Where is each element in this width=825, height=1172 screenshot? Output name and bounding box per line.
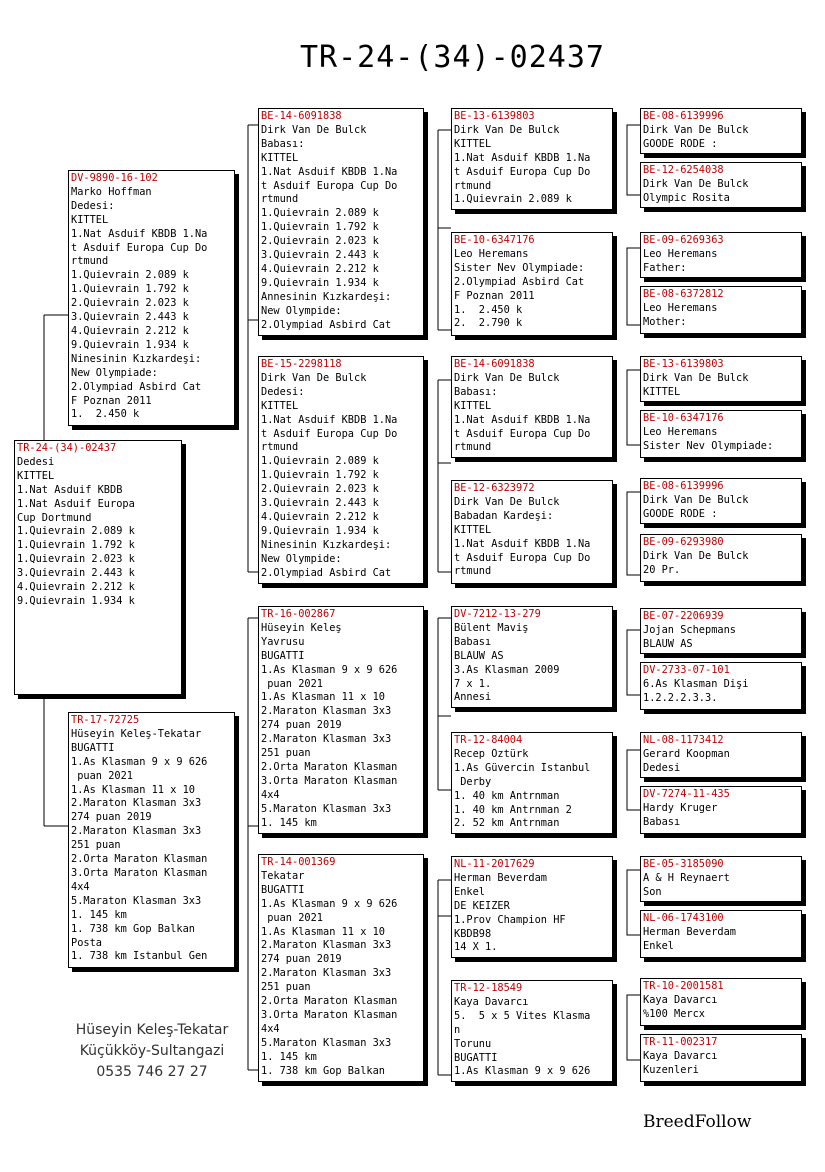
pedigree-line: 1.Nat Asduif KBDB (17, 483, 123, 496)
pedigree-line: 2.Maraton Klasman 3x3 (71, 825, 202, 838)
pedigree-line: Ninesinin Kızkardeşi: (71, 352, 202, 365)
g15-card[interactable] (640, 978, 802, 1026)
pedigree-line: Recep Öztürk (454, 747, 529, 760)
pedigree-line: Hüseyin Keleş-Tekatar (71, 727, 202, 740)
pedigree-line: 5. 5 x 5 Vites Klasma (454, 1009, 591, 1022)
breeder-phone: 0535 746 27 27 (96, 1064, 208, 1080)
g3-card[interactable] (640, 232, 802, 278)
pedigree-line: Sister Nev Olympiade: (643, 439, 774, 452)
pedigree-line: Dirk Van De Bulck (261, 123, 367, 136)
pedigree-line: 2.Maraton Klasman 3x3 (71, 797, 202, 810)
pedigree-line: Derby (454, 775, 492, 788)
pedigree-line: 6.As Klasman Dişi (643, 677, 749, 690)
ring-number: BE-13-6139803 (454, 110, 535, 122)
pedigree-line: 2.Maraton Klasman 3x3 (261, 939, 392, 952)
ring-number: BE-10-6347176 (454, 234, 535, 246)
pedigree-line: Mother: (643, 315, 687, 328)
pedigree-line: Dirk Van De Bulck (454, 371, 560, 384)
g8-card[interactable] (640, 534, 802, 582)
pedigree-line: Hüseyin Keleş (261, 621, 342, 634)
pedigree-line: puan 2021 (261, 677, 323, 690)
pedigree-line: 251 puan (261, 981, 311, 994)
pedigree-line: Dedesi (17, 455, 55, 468)
ring-number: BE-08-6139996 (643, 480, 724, 492)
pedigree-line: t Asduif Europa Cup Do (261, 179, 398, 192)
dss-card[interactable] (451, 606, 613, 708)
pedigree-line: 1.Prov Champion HF (454, 913, 566, 926)
sss-card[interactable] (451, 108, 613, 210)
pedigree-line: F Poznan 2011 (454, 289, 535, 302)
ring-number: BE-12-6323972 (454, 482, 535, 494)
sire-sire-card[interactable] (258, 108, 424, 336)
sire-card[interactable] (68, 170, 235, 426)
pedigree-line: 14 X 1. (454, 941, 498, 954)
pedigree-line: 1.Quievrain 2.089 k (71, 269, 189, 282)
g7-card[interactable] (640, 478, 802, 524)
pedigree-line: n (454, 1023, 461, 1036)
pedigree-line: Herman Beverdam (454, 871, 547, 884)
ring-number: BE-05-3185090 (643, 858, 724, 870)
g13-card[interactable] (640, 856, 802, 902)
ring-number: BE-14-6091838 (454, 358, 535, 370)
pedigree-line: t Asduif Europa Cup Do (261, 427, 398, 440)
pedigree-line: Hardy Kruger (643, 801, 718, 814)
pedigree-line: Tekatar (261, 869, 305, 882)
pedigree-line: KITTEL (17, 469, 55, 482)
sdd-card[interactable] (451, 480, 613, 584)
pedigree-line: Enkel (643, 939, 674, 952)
pedigree-line: 2.Olympiad Asbird Cat (454, 275, 585, 288)
pedigree-line: 3.Orta Maraton Klasman (71, 866, 208, 879)
ring-number: TR-10-2001581 (643, 980, 724, 992)
pedigree-line: Annesi (454, 691, 492, 704)
ring-number: BE-12-6254038 (643, 164, 724, 176)
pedigree-line: 2.Orta Maraton Klasman (261, 995, 398, 1008)
pedigree-line: 1. 145 km (71, 908, 127, 921)
pedigree-line: Bülent Maviş (454, 621, 529, 634)
pedigree-line: Herman Beverdam (643, 925, 736, 938)
ddd-card[interactable] (451, 980, 613, 1082)
pedigree-line: BUGATTİ (261, 883, 305, 896)
ring-number: TR-12-84004 (454, 734, 523, 746)
pedigree-line: BUGATTİ (454, 1051, 498, 1064)
pedigree-line: 274 puan 2019 (261, 719, 342, 732)
pedigree-line: 274 puan 2019 (71, 811, 152, 824)
pedigree-line: Father: (643, 261, 687, 274)
pedigree-line: 1.Quievrain 2.023 k (17, 553, 135, 566)
ring-number: DV-9890-16-102 (71, 172, 158, 184)
pedigree-line: Kuzenleri (643, 1063, 699, 1076)
ring-number: BE-07-2206939 (643, 610, 724, 622)
subject-pigeon-card[interactable] (14, 440, 182, 695)
pedigree-line: Posta (71, 936, 102, 949)
ring-number: BE-13-6139803 (643, 358, 724, 370)
pedigree-line: t Asduif Europa Cup Do (71, 241, 208, 254)
pedigree-line: 3.Quievrain 2.443 k (261, 497, 379, 510)
pedigree-line: 1.Quievrain 2.089 k (261, 207, 379, 220)
pedigree-line: 1.Quievrain 2.089 k (17, 525, 135, 538)
g10-card[interactable] (640, 662, 802, 710)
pedigree-line: 1.Quievrain 2.089 k (454, 193, 572, 206)
pedigree-line: Dirk Van De Bulck (643, 177, 749, 190)
pedigree-line: Dedesi: (261, 385, 305, 398)
pedigree-line: Dirk Van De Bulck (454, 495, 560, 508)
ring-number: BE-15-2298118 (261, 358, 342, 370)
pedigree-line: 5.Maraton Klasman 3x3 (261, 802, 392, 815)
ring-number: BE-10-6347176 (643, 412, 724, 424)
pedigree-line: 1. 738 km İstanbul Gen (71, 950, 208, 963)
pedigree-line: 9.Quievrain 1.934 k (71, 338, 189, 351)
pedigree-line: 3.Quievrain 2.443 k (71, 311, 189, 324)
pedigree-line: 1.As Klasman 11 x 10 (261, 925, 385, 938)
g1-card[interactable] (640, 108, 802, 154)
pedigree-line: Dirk Van De Bulck (643, 123, 749, 136)
pedigree-line: Gerard Koopman (643, 747, 730, 760)
pedigree-line: 1.Nat Asduif KBDB 1.Na (261, 413, 398, 426)
pedigree-line: 3.As Klasman 2009 (454, 663, 560, 676)
ring-number: TR-11-002317 (643, 1036, 718, 1048)
pedigree-line: 3.Orta Maraton Klasman (261, 1008, 398, 1021)
pedigree-line: A & H Reynaert (643, 871, 730, 884)
g2-card[interactable] (640, 162, 802, 208)
pedigree-line: 5.Maraton Klasman 3x3 (261, 1036, 392, 1049)
pedigree-line: 1. 738 km Gop Balkan (71, 922, 195, 935)
sds-card[interactable] (451, 356, 613, 458)
pedigree-line: 2. 2.790 k (454, 317, 523, 330)
pedigree-line: 4x4 (261, 1022, 280, 1035)
pedigree-line: Kaya Davarcı (643, 1049, 718, 1062)
pedigree-line: KITTEL (454, 399, 492, 412)
pedigree-line: Yavrusu (261, 635, 305, 648)
pedigree-line: 1. 40 km Antrnman 2 (454, 803, 572, 816)
pedigree-line: 2.Quievrain 2.023 k (261, 483, 379, 496)
pedigree-line: 3.Orta Maraton Klasman (261, 774, 398, 787)
pedigree-line: Olympic Rosita (643, 191, 730, 204)
pedigree-line: Marko Hoffman (71, 185, 152, 198)
pedigree-line: Leo Heremans (454, 247, 529, 260)
pedigree-line: 4.Quievrain 2.212 k (261, 262, 379, 275)
pedigree-line: KITTEL (454, 523, 492, 536)
pedigree-line: 1.As Klasman 9 x 9 626 (261, 897, 398, 910)
g6-card[interactable] (640, 410, 802, 458)
pedigree-line: 2.Olympiad Asbird Cat (261, 318, 392, 331)
pedigree-line: Babası (643, 815, 681, 828)
pedigree-line: Annesinin Kızkardeşi: (261, 290, 392, 303)
ring-number: BE-08-6372812 (643, 288, 724, 300)
g16-card[interactable] (640, 1034, 802, 1082)
pedigree-line: rtmund (261, 193, 299, 206)
pedigree-line: KBDB98 (454, 927, 492, 940)
pedigree-line: DE KEIZER (454, 899, 510, 912)
pedigree-line: GOODE RODE : (643, 137, 718, 150)
pedigree-line: BUGATTİ (71, 741, 115, 754)
pedigree-line: 1. 2.450 k (71, 408, 140, 421)
dsd-card[interactable] (451, 732, 613, 834)
pedigree-line: t Asduif Europa Cup Do (454, 551, 591, 564)
pedigree-line: Dirk Van De Bulck (261, 371, 367, 384)
pedigree-line: New Olympide: (261, 304, 342, 317)
g4-card[interactable] (640, 286, 802, 334)
pedigree-line: 9.Quievrain 1.934 k (17, 594, 135, 607)
pedigree-line: Dirk Van De Bulck (454, 123, 560, 136)
pedigree-line: 1.As Klasman 9 x 9 626 (71, 755, 208, 768)
pedigree-line: KITTEL (71, 213, 109, 226)
pedigree-line: 20 Pr. (643, 563, 681, 576)
pedigree-line: 2.Olympiad Asbird Cat (71, 380, 202, 393)
ring-number: BE-14-6091838 (261, 110, 342, 122)
pedigree-line: 1.Quievrain 1.792 k (71, 283, 189, 296)
ring-number: BE-09-6269363 (643, 234, 724, 246)
pedigree-line: 2.Maraton Klasman 3x3 (261, 967, 392, 980)
ring-number: DV-7274-11-435 (643, 788, 730, 800)
pedigree-line: Kaya Davarcı (643, 993, 718, 1006)
ring-number: TR-16-002867 (261, 608, 336, 620)
pedigree-line: Dedesi: (71, 199, 115, 212)
pedigree-line: 1.As Klasman 9 x 9 626 (454, 1065, 591, 1078)
pedigree-line: Babadan Kardeşi: (454, 509, 554, 522)
pedigree-line: 1.2.2.2.3.3. (643, 691, 718, 704)
pedigree-line: Kaya Davarcı (454, 995, 529, 1008)
pedigree-line: 2.Maraton Klasman 3x3 (261, 705, 392, 718)
pedigree-line: 1.As Klasman 11 x 10 (71, 783, 195, 796)
pedigree-line: Sister Nev Olympiade: (454, 261, 585, 274)
pedigree-line: Leo Heremans (643, 247, 718, 260)
pedigree-line: 1. 145 km (261, 1050, 317, 1063)
pedigree-line: 2.Olympiad Asbird Cat (261, 566, 392, 579)
pedigree-line: rtmund (71, 255, 109, 268)
ring-number: BE-09-6293980 (643, 536, 724, 548)
pedigree-line: 7 x 1. (454, 677, 492, 690)
pedigree-line: New Olympiade: (71, 366, 158, 379)
sire-dam-card[interactable] (258, 356, 424, 584)
dam-card[interactable] (68, 712, 235, 968)
g11-card[interactable] (640, 732, 802, 778)
ring-number: DV-7212-13-279 (454, 608, 541, 620)
pedigree-line: Dirk Van De Bulck (643, 493, 749, 506)
g12-card[interactable] (640, 786, 802, 834)
pedigree-line: 1. 738 km Gop Balkan (261, 1064, 385, 1077)
g9-card[interactable] (640, 608, 802, 654)
pedigree-line: Jojan Schepmans (643, 623, 736, 636)
g14-card[interactable] (640, 910, 802, 958)
pedigree-line: 2. 52 km Antrnman (454, 817, 560, 830)
pedigree-line: KITTEL (261, 399, 299, 412)
pedigree-line: 1.Quievrain 1.792 k (261, 221, 379, 234)
pedigree-line: Dirk Van De Bulck (643, 549, 749, 562)
pedigree-line: puan 2021 (261, 911, 323, 924)
pedigree-line: 1.Quievrain 1.792 k (17, 539, 135, 552)
pedigree-line: 1.Nat Asduif KBDB 1.Na (71, 227, 208, 240)
dam-dam-card[interactable] (258, 854, 424, 1082)
pedigree-line: GOODE RODE : (643, 507, 718, 520)
pedigree-line: 4x4 (71, 880, 90, 893)
pedigree-line: rtmund (454, 179, 492, 192)
ring-number: DV-2733-07-101 (643, 664, 730, 676)
pedigree-line: puan 2021 (71, 769, 133, 782)
pedigree-line: 1.Quievrain 2.089 k (261, 455, 379, 468)
pedigree-line: 1.As Güvercin İstanbul (454, 761, 591, 774)
pedigree-line: 1.Nat Asduif KBDB 1.Na (454, 413, 591, 426)
pedigree-line: rtmund (454, 565, 492, 578)
pedigree-line: 1.As Klasman 9 x 9 626 (261, 663, 398, 676)
pedigree-line: Dedesi (643, 761, 681, 774)
dds-card[interactable] (451, 856, 613, 958)
pedigree-line: Babası: (454, 385, 498, 398)
breeder-contact (52, 1020, 252, 1083)
pedigree-line: 1.As Klasman 11 x 10 (261, 691, 385, 704)
pedigree-line: KITTEL (643, 385, 681, 398)
pedigree-line: 2.Maraton Klasman 3x3 (261, 733, 392, 746)
pedigree-line: 1.Quievrain 1.792 k (261, 469, 379, 482)
pedigree-line: t Asduif Europa Cup Do (454, 165, 591, 178)
pedigree-line: 9.Quievrain 1.934 k (261, 524, 379, 537)
pedigree-line: New Olympide: (261, 552, 342, 565)
pedigree-line: 251 puan (71, 839, 121, 852)
pedigree-line: KITTEL (454, 137, 492, 150)
pedigree-line: %100 Mercx (643, 1007, 705, 1020)
pedigree-line: t Asduif Europa Cup Do (454, 427, 591, 440)
pedigree-line: Torunu (454, 1037, 492, 1050)
ssd-card[interactable] (451, 232, 613, 336)
ring-number: NL-06-1743100 (643, 912, 724, 924)
pedigree-line: Enkel (454, 885, 485, 898)
pedigree-line: 4x4 (261, 788, 280, 801)
ring-number: TR-17-72725 (71, 714, 140, 726)
pedigree-line: BLAUW AS (454, 649, 504, 662)
breeder-name: Hüseyin Keleş-Tekatar (75, 1022, 229, 1038)
g5-card[interactable] (640, 356, 802, 402)
pedigree-line: 1. 40 km Antrnman (454, 789, 560, 802)
ring-number: NL-11-2017629 (454, 858, 535, 870)
pedigree-line: F Poznan 2011 (71, 394, 152, 407)
pedigree-line: Ninesinin Kızkardeşi: (261, 538, 392, 551)
pedigree-line: Cup Dortmund (17, 511, 92, 524)
pedigree-line: 2.Quievrain 2.023 k (261, 235, 379, 248)
pedigree-line: Leo Heremans (643, 425, 718, 438)
ring-number: NL-08-1173412 (643, 734, 724, 746)
pedigree-line: 2.Quievrain 2.023 k (71, 297, 189, 310)
breeder-location: Küçükköy-Sultangazi (79, 1043, 225, 1059)
pedigree-line: 4.Quievrain 2.212 k (17, 581, 135, 594)
pedigree-line: Babası: (261, 137, 305, 150)
pedigree-line: 4.Quievrain 2.212 k (261, 510, 379, 523)
pedigree-line: 3.Quievrain 2.443 k (261, 249, 379, 262)
pedigree-line: Dirk Van De Bulck (643, 371, 749, 384)
pedigree-line: BUGATTİ (261, 649, 305, 662)
brand-logo: BreedFollow (643, 1112, 752, 1132)
ring-number: TR-14-001369 (261, 856, 336, 868)
pedigree-line: 5.Maraton Klasman 3x3 (71, 894, 202, 907)
pedigree-line: rtmund (454, 441, 492, 454)
pedigree-line: 3.Quievrain 2.443 k (17, 567, 135, 580)
pedigree-line: Son (643, 885, 662, 898)
pedigree-line: 4.Quievrain 2.212 k (71, 324, 189, 337)
pedigree-line: 251 puan (261, 747, 311, 760)
ring-number: TR-24-(34)-02437 (17, 442, 117, 454)
ring-number: TR-12-18549 (454, 982, 523, 994)
pedigree-line: 1. 145 km (261, 816, 317, 829)
pedigree-line: 1.Nat Asduif KBDB 1.Na (261, 165, 398, 178)
pedigree-line: 2.Orta Maraton Klasman (261, 760, 398, 773)
pedigree-line: rtmund (261, 441, 299, 454)
dam-sire-card[interactable] (258, 606, 424, 834)
pedigree-line: 1. 2.450 k (454, 303, 523, 316)
ring-number: BE-08-6139996 (643, 110, 724, 122)
pedigree-line: 1.Nat Asduif KBDB 1.Na (454, 537, 591, 550)
pedigree-line: 2.Orta Maraton Klasman (71, 853, 208, 866)
pedigree-title: TR-24-(34)-02437 (300, 40, 605, 75)
pedigree-line: BLAUW AS (643, 637, 693, 650)
pedigree-line: 274 puan 2019 (261, 953, 342, 966)
pedigree-line: Leo Heremans (643, 301, 718, 314)
pedigree-line: 9.Quievrain 1.934 k (261, 276, 379, 289)
pedigree-line: KITTEL (261, 151, 299, 164)
pedigree-line: Babası (454, 635, 492, 648)
pedigree-line: 1.Nat Asduif KBDB 1.Na (454, 151, 591, 164)
pedigree-line: 1.Nat Asduif Europa (17, 497, 135, 510)
